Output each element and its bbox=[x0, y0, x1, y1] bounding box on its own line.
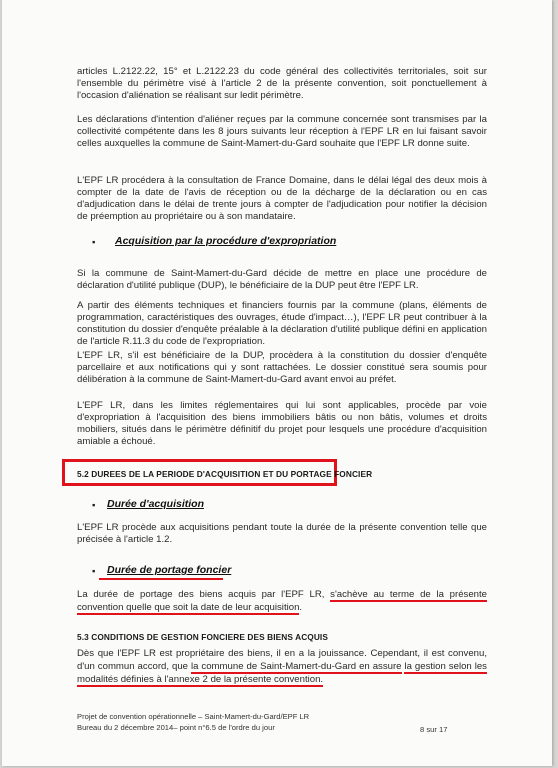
underlined-text: la commune de Saint-Mamert-du-Gard en assure bbox=[190, 661, 402, 672]
bullet-icon: ▪ bbox=[92, 237, 96, 248]
paragraph-dup: Si la commune de Saint-Mamert-du-Gard décide de mettre en place une procédure de déclaration d'utilité publique (DUP), le bénéficiaire de la DUP peut être l'EPF LR. bbox=[77, 268, 487, 291]
paragraph-duree-portage: La durée de portage des biens acquis par l'EPF LR, s'achève au terme de la présente convention quelle que soit la date de leur acquisition. bbox=[77, 589, 488, 613]
footer-bureau-line: Bureau du 2 décembre 2014– point n°6.5 de l'ordre du jour bbox=[77, 723, 275, 732]
paragraph-declarations-intention: Les déclarations d'intention d'aliéner reçues par la commune concernée sont transmises par la collectivité compétente dans les 8 jours suivants leur réception à l'EPF LR en lui faisant savoir celles auxquelles la commune de Saint-Mamert-du-Gard souhaite que l'EPF LR donne suite. bbox=[77, 114, 487, 149]
bullet-icon: ▪ bbox=[92, 500, 96, 511]
underlined-text: s'achève au terme de la présente bbox=[330, 589, 488, 600]
heading-duree-portage: Durée de portage foncier bbox=[107, 564, 232, 576]
paragraph-duree-acquisition: L'EPF LR procède aux acquisitions pendant toute la durée de la présente convention telle que précisée à l'article 1.2. bbox=[77, 522, 487, 545]
red-underline bbox=[99, 578, 223, 580]
paragraph-preemption-articles: articles L.2122.22, 15° et L.2122.23 du code général des collectivités territoriales, soit sur l'ensemble du périmètre visé à l'article 2 de la présente convention, soit ponctuellement à l'occasion d'aliénation se réalisant sur ledit périmètre. bbox=[77, 66, 487, 101]
paragraph-elements-techniques: A partir des éléments techniques et financiers fournis par la commune (plans, éléments de programmation, caractéristiques des ouvrages, étude d'impact…), l'EPF LR peut contribuer à la constitution du dossier d'enquête préalable à la déclaration d'utilité publique défini en application de l'article R.11.3 du code de l'expropriation. bbox=[77, 300, 487, 347]
paragraph-gestion-biens: Dès que l'EPF LR est propriétaire des biens, il en a la jouissance. Cependant, il est convenu, d'un commun accord, que la commune de Saint-Mamert-du-Gard en assure la gestion selon les modalités définies à l'annexe 2 de la présente convention. bbox=[77, 648, 487, 685]
heading-expropriation: Acquisition par la procédure d'expropriation bbox=[115, 235, 337, 247]
page-number: 8 sur 17 bbox=[420, 725, 448, 734]
paragraph-enquete-parcellaire: L'EPF LR, s'il est bénéficiaire de la DUP, procèdera à la constitution du dossier d'enquête parcellaire et aux notifications qui y sont rattachées. Le dossier constitué sera soumis pour délibération à la commune de Saint-Mamert-du-Gard avant envoi au préfet. bbox=[77, 350, 487, 385]
heading-duree-acquisition: Durée d'acquisition bbox=[107, 498, 205, 510]
footer-project-line: Projet de convention opérationnelle – Saint-Mamert-du-Gard/EPF LR bbox=[77, 712, 310, 721]
section-title-5-2: 5.2 DUREES DE LA PERIODE D'ACQUISITION ET DU PORTAGE FONCIER bbox=[77, 469, 373, 479]
section-title-5-3: 5.3 CONDITIONS DE GESTION FONCIERE DES BIENS ACQUIS bbox=[77, 632, 328, 642]
underlined-text: convention quelle que soit la date de leur acquisition bbox=[77, 602, 300, 613]
document-page bbox=[2, 0, 552, 766]
paragraph-expropriation-procedure: L'EPF LR, dans les limites réglementaires qui lui sont applicables, procède par voie d'expropriation à l'acquisition des biens immobiliers bâtis ou non bâtis, volumes et droits mobiliers, situés dans le périmètre définitif du projet pour lesquels une procédure d'acquisition amiable a échoué. bbox=[77, 400, 487, 447]
paragraph-france-domaine: L'EPF LR procédera à la consultation de France Domaine, dans le délai légal des deux mois à compter de la date de l'avis de réception ou de la décharge de la déclaration ou en cas d'adjudication dans le délai de trente jours à compter de l'adjudication pour notifier la décision de préemption au propriétaire ou à son mandataire. bbox=[77, 175, 487, 222]
bullet-icon: ▪ bbox=[92, 566, 96, 577]
underlined-text: la gestion selon les modalités définies à l'annexe 2 de la présente convention. bbox=[77, 661, 487, 685]
